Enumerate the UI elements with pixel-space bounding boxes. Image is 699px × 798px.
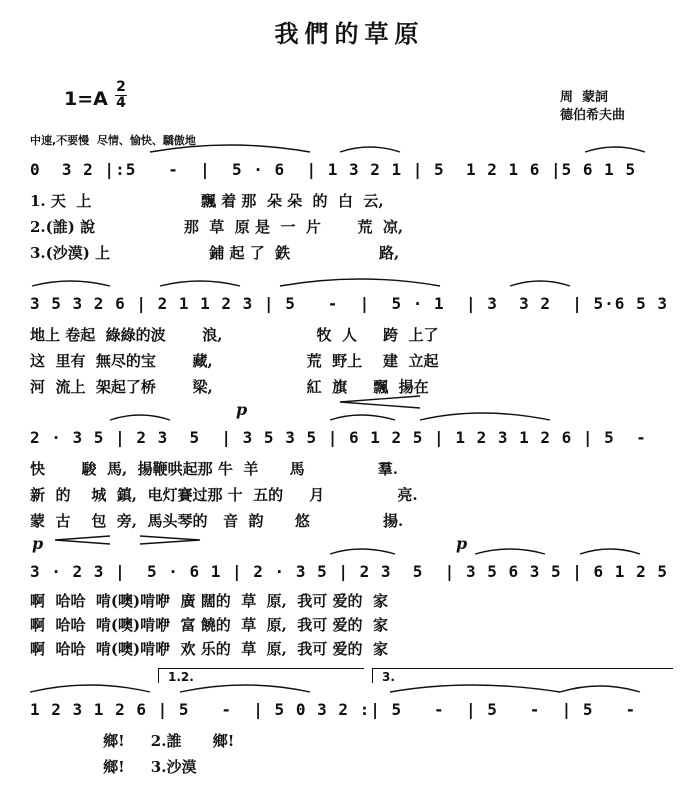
slur-mark: [475, 549, 545, 554]
slur-mark: [330, 415, 395, 420]
lyric-line-5-2: 鄉! 3.沙漠: [30, 758, 197, 776]
dynamic-mark-piano: p: [32, 534, 44, 553]
lyric-line-2-1: 地上 卷起 綠綠的波 浪, 牧 人 跨 上了: [30, 326, 439, 344]
notation-line-1: 0 3 2 |:5 - | 5 · 6 | 1 3 2 1 | 5 1 2 1 6 |5 6 1 5: [30, 160, 637, 179]
tempo-marking: 中速,不要慢 尽情、愉快、驕傲地: [30, 134, 196, 147]
lyric-line-1-2: 2.(誰) 說 那 草 原 是 一 片 荒 凉,: [30, 218, 404, 236]
slur-mark: [420, 413, 550, 420]
dynamic-mark-piano: p: [236, 400, 248, 419]
first-ending-label: 1.2.: [168, 670, 194, 684]
slur-mark: [585, 147, 645, 152]
slur-mark: [30, 685, 150, 692]
notation-line-5: 1 2 3 1 2 6 | 5 - | 5 0 3 2 :| 5 - | 5 - | 5 -: [30, 700, 637, 719]
time-signature-top: 2: [116, 79, 126, 95]
notation-line-4: 3 · 2 3 | 5 · 6 1 | 2 · 3 5 | 2 3 5 | 3 5 6 3 5 | 6 1 2 5: [30, 562, 668, 581]
lyric-line-4-2: 啊 哈哈 啃(噢)啃咿 富 饒的 草 原, 我可 爱的 家: [30, 616, 388, 634]
lyric-line-4-1: 啊 哈哈 啃(噢)啃咿 廣 闊的 草 原, 我可 爱的 家: [30, 592, 388, 610]
lyric-line-1-3: 3.(沙漠) 上 鋪 起 了 鉄 路,: [30, 244, 400, 262]
key-signature: 1=A: [64, 88, 108, 110]
second-ending-label: 3.: [382, 670, 395, 684]
lyric-line-1-1: 1. 天 上 飄 着 那 朵 朵 的 白 云,: [30, 192, 384, 210]
dynamic-mark-piano: p: [456, 534, 468, 553]
lyric-line-2-3: 河 流上 架起了桥 梁, 紅 旗 飄 揚在: [30, 378, 429, 396]
lyric-line-3-2: 新 的 城 鎮, 电灯賽过那 十 五的 月 亮.: [30, 486, 418, 504]
lyric-line-3-1: 快 駿 馬, 揚鞭哄起那 牛 羊 馬 羣.: [30, 460, 398, 478]
lyricist-credit: 周 蒙詞: [560, 90, 609, 105]
composer-credit: 德伯希夫曲: [560, 108, 626, 123]
slur-mark: [160, 281, 240, 286]
slur-mark: [330, 549, 395, 554]
lyric-line-4-3: 啊 哈哈 啃(噢)啃咿 欢 乐的 草 原, 我可 爱的 家: [30, 640, 388, 658]
decrescendo-hairpin: [140, 536, 200, 544]
slur-mark: [280, 279, 440, 286]
lyric-line-5-1: 鄉! 2.誰 鄉!: [30, 732, 235, 750]
notation-line-3: 2 · 3 5 | 2 3 5 | 3 5 3 5 | 6 1 2 5 | 1 2 3 1 2 6 | 5 -: [30, 428, 647, 447]
slur-mark: [560, 686, 640, 692]
slur-mark: [32, 281, 110, 286]
slur-mark: [150, 145, 310, 152]
slur-mark: [110, 415, 170, 420]
slur-mark: [580, 549, 640, 554]
lyric-line-3-3: 蒙 古 包 旁, 馬头琴的 音 韵 悠 揚.: [30, 512, 404, 530]
slur-mark: [390, 685, 560, 692]
crescendo-hairpin: [55, 536, 110, 544]
slur-mark: [180, 685, 310, 692]
crescendo-hairpin: [340, 396, 420, 408]
lyric-line-2-2: 这 里有 無尽的宝 藏, 荒 野上 建 立起: [30, 352, 439, 370]
notation-line-2: 3 5 3 2 6 | 2 1 1 2 3 | 5 - | 5 · 1 | 3 3 2 | 5·6 5 3: [30, 294, 668, 313]
time-signature-bottom: 4: [116, 95, 126, 111]
slur-mark: [510, 281, 570, 286]
slur-mark: [340, 147, 400, 152]
song-title: 我們的草原: [274, 19, 425, 48]
